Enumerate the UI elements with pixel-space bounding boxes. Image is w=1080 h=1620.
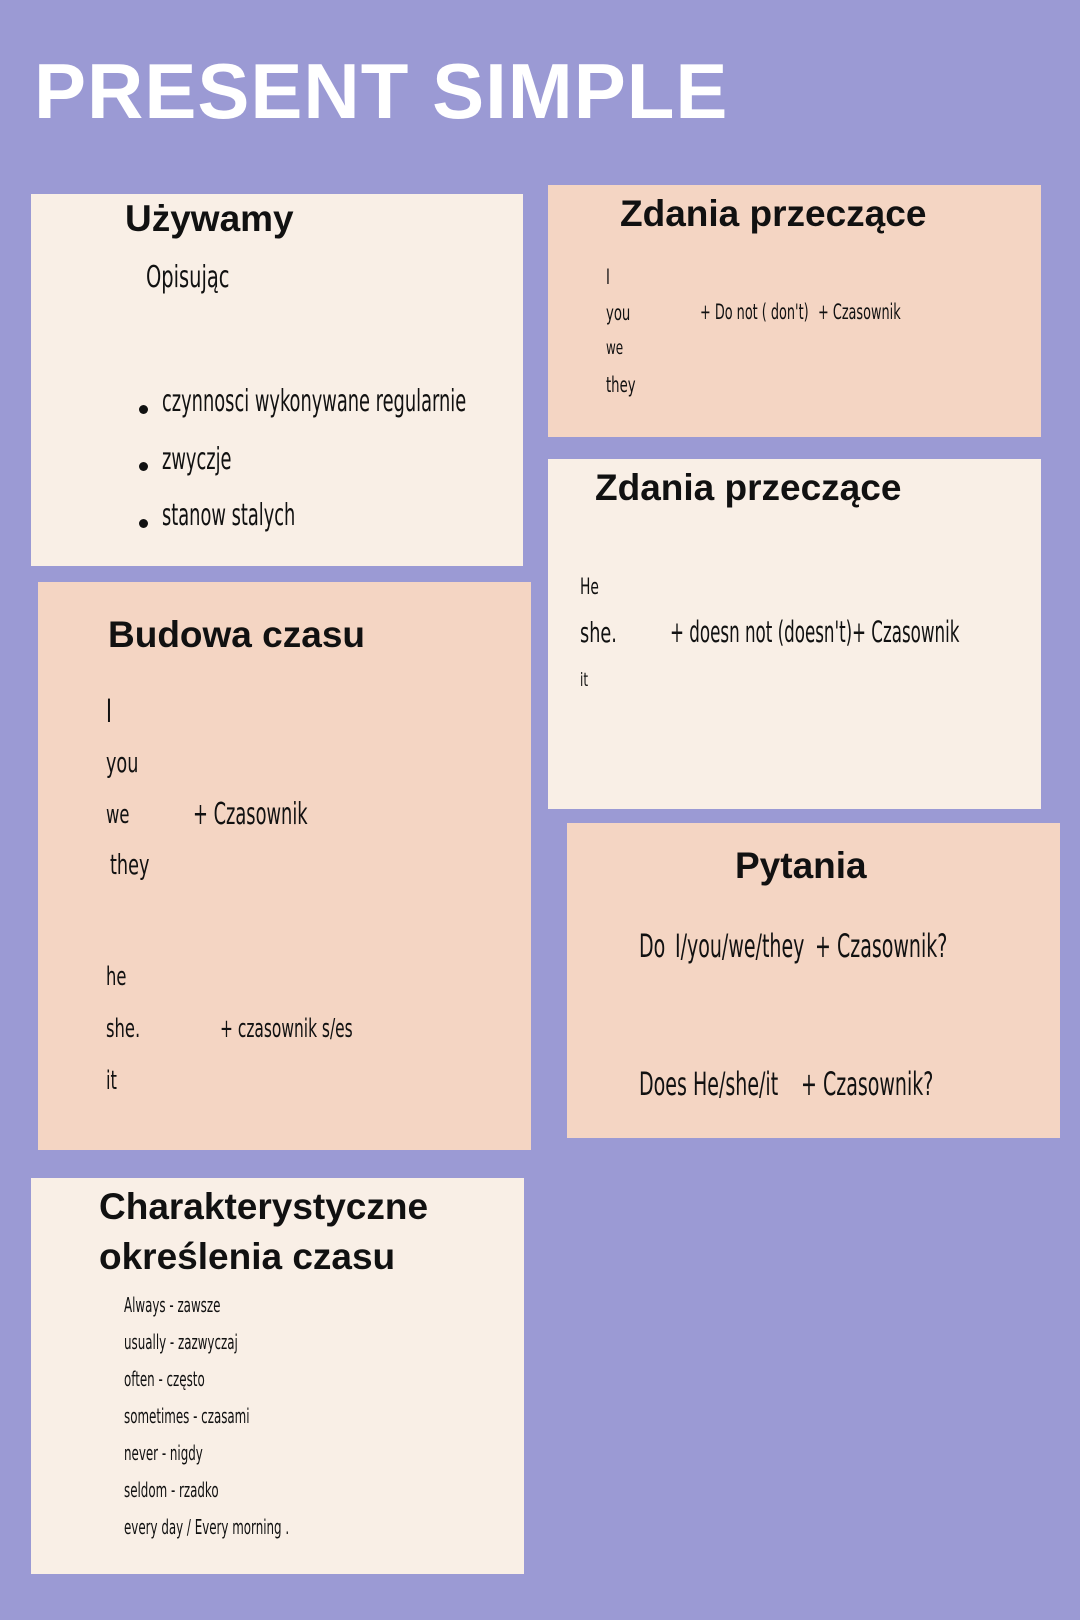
pronoun: she. — [106, 1014, 141, 1044]
card-heading: Pytania — [735, 845, 867, 886]
page-title: PRESENT SIMPLE — [34, 47, 729, 135]
pronoun: you — [606, 301, 631, 325]
rule-verb: + Czasownik — [818, 300, 901, 324]
card-heading-line2: określenia czasu — [99, 1236, 396, 1277]
pronoun: I — [606, 265, 610, 289]
card-heading: Używamy — [125, 198, 294, 239]
pronoun: she. — [580, 616, 617, 649]
card-heading: Zdania przeczące — [595, 467, 902, 508]
question-subject: I/you/we/they — [675, 927, 805, 965]
pronoun: he — [106, 962, 127, 992]
list-item: stanow stalych — [162, 498, 296, 533]
card-heading-line1: Charakterystyczne — [99, 1186, 429, 1227]
card-negative-plural — [548, 185, 1041, 437]
card-okreslenia-czasu — [31, 1178, 524, 1574]
card-heading: Budowa czasu — [108, 614, 365, 655]
list-item: Always - zawsze — [124, 1293, 221, 1317]
list-item: seldom - rzadko — [124, 1478, 219, 1502]
list-item: sometimes - czasami — [124, 1404, 250, 1428]
list-item: zwyczje — [162, 442, 232, 477]
question-auxiliary: Does — [639, 1065, 687, 1103]
pronoun: they — [110, 848, 150, 881]
list-item: often - często — [124, 1367, 205, 1391]
question-auxiliary: Do — [639, 927, 666, 965]
rule-verb: + Czasownik — [852, 615, 960, 649]
question-verb: + Czasownik? — [815, 927, 948, 965]
pronoun: they — [606, 373, 636, 397]
bullet-dot — [139, 462, 148, 471]
card-budowa-czasu — [38, 582, 531, 1150]
question-verb: + Czasownik? — [801, 1065, 934, 1103]
pronoun: He — [580, 575, 599, 600]
list-item: every day / Every morning . — [124, 1515, 290, 1539]
pronoun: we — [606, 337, 624, 359]
bullet-dot — [139, 519, 148, 528]
rule-auxiliary: + Do not ( don't) — [700, 300, 809, 324]
pronoun: it — [580, 669, 589, 691]
pronoun: we — [106, 800, 130, 830]
bullet-dot — [139, 405, 148, 414]
pronoun: you — [106, 746, 139, 779]
pronoun: it — [106, 1066, 117, 1096]
pronoun: I — [106, 692, 112, 730]
card-heading: Zdania przeczące — [620, 193, 927, 234]
card-negative-singular — [548, 459, 1041, 809]
list-item: czynnosci wykonywane regularnie — [162, 384, 467, 419]
card-pytania — [567, 823, 1060, 1138]
rule-auxiliary: + doesn not (doesn't) — [670, 615, 853, 649]
card-uzywamy — [31, 194, 523, 566]
rule-verb-s-es: + czasownik s/es — [220, 1014, 353, 1044]
list-item: never - nigdy — [124, 1441, 203, 1465]
list-item: usually - zazwyczaj — [124, 1330, 238, 1354]
intro-text: Opisując — [146, 260, 230, 295]
question-subject: He/she/it — [693, 1065, 779, 1103]
rule-verb: + Czasownik — [193, 797, 308, 832]
